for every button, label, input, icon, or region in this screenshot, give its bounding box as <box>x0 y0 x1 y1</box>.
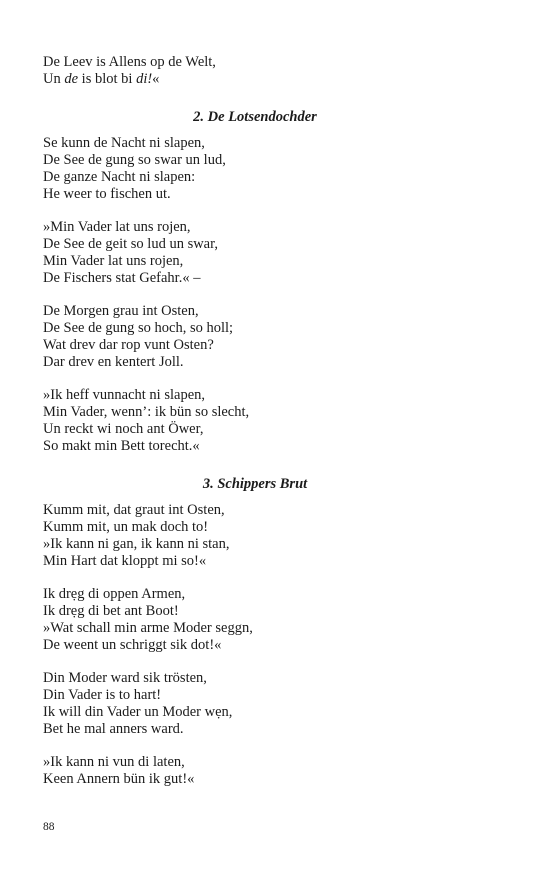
poem-line: »Wat schall min arme Moder seggn, <box>43 619 253 636</box>
poem-line: Din Vader is to hart! <box>43 687 162 704</box>
poem-line <box>43 71 467 88</box>
poem-line: He weer to fischen ut. <box>43 185 171 202</box>
section-heading: 2. De Lotsendochder <box>193 108 317 125</box>
poem-line: Bet he mal anners ward. <box>43 720 184 737</box>
poem-line: De Morgen grau int Osten, <box>43 303 199 320</box>
stanza <box>43 586 467 653</box>
poem-line: Min Hart dat kloppt mi so!« <box>43 552 207 569</box>
poem-line: Keen Annern bün ik gut!« <box>43 771 195 788</box>
poem-line: »Ik heff vunnacht ni slapen, <box>43 387 206 404</box>
poem-line: Min Vader lat uns rojen, <box>43 252 184 269</box>
stanza <box>43 219 467 286</box>
poem-line: Kumm mit, dat graut int Osten, <box>43 502 225 519</box>
stanza <box>43 502 467 569</box>
poem-line: Ik drẹg di bet ant Boot! <box>43 603 179 620</box>
stanza <box>43 303 467 370</box>
poem-line: De Leev is Allens op de Welt, <box>43 54 216 70</box>
poem-line: De See de gung so hoch, so holl; <box>43 320 234 337</box>
poem-line: De Fischers stat Gefahr.« – <box>43 269 201 286</box>
stanza <box>43 754 467 788</box>
poem-line: »Min Vader lat uns rojen, <box>43 219 191 236</box>
stanza <box>43 670 467 737</box>
line-segment: is blot bi <box>78 70 137 87</box>
line-segment: Un <box>43 70 65 87</box>
poem-line: Un reckt wi noch ant Öwer, <box>43 420 204 437</box>
poem-line: »Ik kann ni vun di laten, <box>43 754 185 771</box>
section-heading: 3. Schippers Brut <box>202 475 308 492</box>
poem-text <box>43 54 467 805</box>
poem-line: Ik drẹg di oppen Armen, <box>43 586 186 603</box>
stanza <box>43 54 467 88</box>
poem-line: De ganze Nacht ni slapen: <box>43 168 196 185</box>
stanza <box>43 387 467 454</box>
poem-line: Min Vader, wenn’: ik bün so slecht, <box>43 404 250 421</box>
poem-line: Wat drev dar rop vunt Osten? <box>43 336 214 353</box>
line-segment: « <box>152 70 160 87</box>
poem-line: So makt min Bett torecht.« <box>43 437 200 454</box>
italic-word: de <box>64 70 79 87</box>
poem-line: Dar drev en kentert Joll. <box>43 353 184 370</box>
stanza <box>43 135 467 202</box>
poem-line: Se kunn de Nacht ni slapen, <box>43 135 205 152</box>
poem-line: De See de gung so swar un lud, <box>43 152 226 169</box>
poem-line: Kumm mit, un mak doch to! <box>43 519 209 536</box>
poem-line: De weent un schriggt sik dot!« <box>43 636 222 653</box>
poem-line: »Ik kann ni gan, ik kann ni stan, <box>43 535 230 552</box>
poem-line: Ik will din Vader un Moder wẹn, <box>43 703 233 720</box>
poem-line: De See de geit so lud un swar, <box>43 236 218 253</box>
italic-word: di! <box>136 70 153 87</box>
poem-line: Din Moder ward sik trösten, <box>43 670 207 687</box>
page-number: 88 <box>43 821 55 833</box>
